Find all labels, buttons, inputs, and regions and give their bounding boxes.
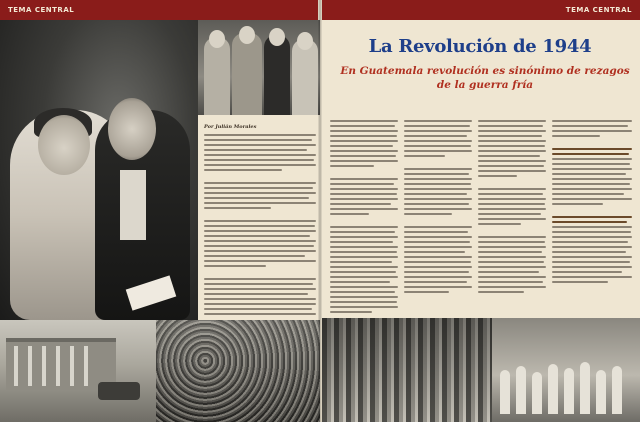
parade-figure	[564, 368, 574, 414]
soldier-head	[297, 32, 313, 50]
parade-figure	[612, 366, 622, 414]
man-head	[108, 98, 156, 160]
soldier-head	[269, 28, 285, 46]
palace-column	[70, 346, 74, 386]
soldier-figure	[292, 39, 318, 115]
palace-column	[56, 346, 60, 386]
soldier-figure	[264, 35, 290, 115]
parade-figure	[516, 366, 526, 414]
crowd-photo	[156, 320, 320, 422]
section-header-right: TEMA CENTRAL	[322, 0, 640, 20]
soldier-head	[209, 30, 225, 48]
text-column-1	[204, 134, 316, 318]
article-title: La Revolución de 1944	[368, 36, 592, 57]
palace-column	[14, 346, 18, 386]
parade-photo	[492, 318, 640, 422]
assembly-photo	[322, 318, 492, 422]
palace-column	[28, 346, 32, 386]
couple-photo	[0, 20, 198, 320]
parade-figure	[548, 364, 558, 414]
text-column-4	[478, 120, 546, 316]
soldier-figure	[232, 33, 262, 115]
palace-photo	[0, 320, 156, 422]
palace-column	[42, 346, 46, 386]
article-byline: Por Julián Morales	[204, 124, 257, 130]
text-column-5	[552, 120, 632, 316]
text-column-3	[404, 120, 472, 316]
article-subtitle: En Guatemala revolución es sinónimo de rezagos de la guerra fría	[340, 65, 630, 91]
soldiers-photo	[198, 20, 320, 115]
parade-figure	[500, 370, 510, 414]
man-shirt	[120, 170, 146, 240]
soldier-head	[239, 26, 255, 44]
parade-figure	[596, 370, 606, 414]
woman-head	[38, 115, 90, 175]
section-header-left: TEMA CENTRAL	[0, 0, 318, 20]
soldier-figure	[204, 37, 230, 115]
parade-figure	[532, 372, 542, 414]
parade-figure	[580, 362, 590, 414]
tank-shape	[98, 382, 140, 400]
text-column-2	[330, 120, 398, 316]
palace-column	[84, 346, 88, 386]
